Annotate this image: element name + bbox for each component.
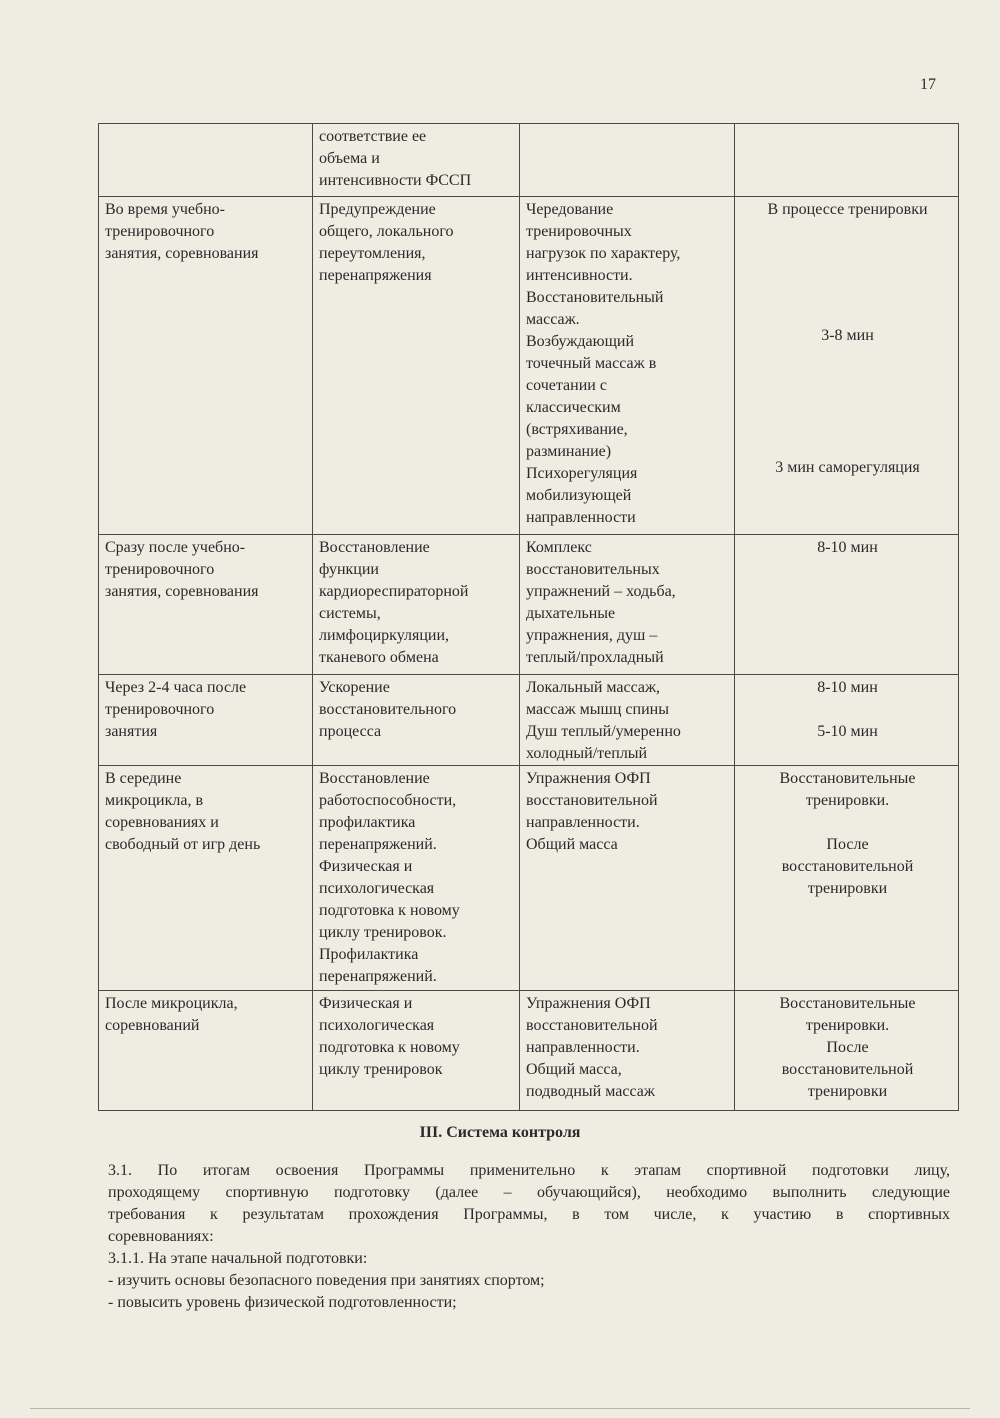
cell-text: 5-10 мин [817, 723, 878, 740]
cell-text: тренировочного [105, 561, 215, 578]
table-row [99, 991, 959, 1111]
cell-text: занятия, соревнования [105, 583, 259, 600]
cell-text: восстановительной [526, 1017, 658, 1034]
table-cell [313, 766, 520, 991]
cell-text: восстановительной [526, 792, 658, 809]
cell-text: дыхательные [526, 605, 616, 622]
table-cell [520, 124, 735, 197]
page-bottom-rule [30, 1408, 970, 1409]
table-row [99, 124, 959, 197]
cell-text: Восстановление [319, 770, 430, 787]
cell-text: подготовка к новому [319, 1039, 460, 1056]
paragraph-3-1 [108, 1160, 950, 1314]
cell-text: Восстановление [319, 539, 430, 556]
cell-text: Ускорение [319, 679, 390, 696]
cell-text: массаж мышц спины [526, 701, 669, 718]
cell-text: В процессе тренировки [767, 201, 928, 218]
table-cell [313, 197, 520, 535]
table-cell [313, 124, 520, 197]
recovery-measures-table [98, 123, 959, 1111]
cell-text: мобилизующей [526, 487, 632, 504]
cell-text: После [826, 1039, 869, 1056]
table-cell [735, 197, 959, 535]
table-row [99, 766, 959, 991]
cell-text: Чередование [526, 201, 614, 218]
cell-text: Восстановительный [526, 289, 664, 306]
cell-text: Упражнения ОФП [526, 995, 651, 1012]
cell-text: разминание) [526, 443, 612, 460]
section-title: III. Система контроля [419, 1124, 581, 1141]
table-cell [735, 766, 959, 991]
cell-text: холодный/теплый [526, 745, 648, 762]
cell-text: Предупреждение [319, 201, 436, 218]
cell-text: восстановительного [319, 701, 457, 718]
cell-text: тренировки. [805, 1017, 890, 1034]
cell-text: занятия, соревнования [105, 245, 259, 262]
cell-text: точечный массаж в [526, 355, 657, 372]
cell-text: направленности. [526, 814, 640, 831]
cell-text: Психорегуляция [526, 465, 638, 482]
cell-text: классическим [526, 399, 621, 416]
cell-text: перенапряжений. [319, 968, 437, 985]
table-cell [735, 991, 959, 1111]
cell-text: Во время учебно- [105, 201, 225, 218]
cell-text: системы, [319, 605, 381, 622]
cell-text: тренировочного [105, 701, 215, 718]
cell-text: Восстановительные [779, 770, 916, 787]
table-cell [99, 675, 313, 766]
table-cell [99, 766, 313, 991]
cell-text: восстановительных [526, 561, 660, 578]
cell-text: процесса [319, 723, 382, 740]
cell-text: Физическая и [319, 858, 413, 875]
cell-text: 3-8 мин [821, 327, 874, 344]
cell-text: объема и [319, 150, 380, 167]
cell-text: тренировки [807, 1083, 888, 1100]
cell-text: интенсивности ФССП [319, 172, 472, 189]
cell-text: Физическая и [319, 995, 413, 1012]
table-cell [99, 535, 313, 675]
cell-text: массаж. [526, 311, 580, 328]
cell-text: Сразу после учебно- [105, 539, 246, 556]
cell-text: направленности. [526, 1039, 640, 1056]
cell-text: соревнований [105, 1017, 200, 1034]
cell-text: психологическая [319, 880, 435, 897]
cell-text: профилактика [319, 814, 416, 831]
cell-text: функции [319, 561, 379, 578]
paragraph-line: требования к результатам прохождения Программы, в том числе, к участию в спортивных [108, 1206, 950, 1223]
table-cell [99, 991, 313, 1111]
table-row [99, 197, 959, 535]
table-cell [99, 124, 313, 197]
cell-text: лимфоциркуляции, [319, 627, 450, 644]
cell-text: 8-10 мин [817, 539, 878, 556]
cell-text: подготовка к новому [319, 902, 460, 919]
cell-text: перенапряжения [319, 267, 432, 284]
cell-text: теплый/прохладный [526, 649, 664, 666]
table-cell [520, 675, 735, 766]
cell-text: тренировочных [526, 223, 632, 240]
cell-text: тканевого обмена [319, 649, 439, 666]
table-cell [735, 675, 959, 766]
table-cell [735, 124, 959, 197]
table-cell [520, 197, 735, 535]
table-cell [99, 197, 313, 535]
cell-text: общего, локального [319, 223, 454, 240]
cell-text: свободный от игр день [105, 836, 261, 853]
cell-text: Через 2-4 часа после [105, 679, 247, 696]
cell-text: восстановительной [781, 1061, 914, 1078]
cell-text: Комплекс [526, 539, 592, 556]
cell-text: циклу тренировок [319, 1061, 443, 1078]
cell-text: занятия [105, 723, 158, 740]
cell-text: В середине [105, 770, 182, 787]
cell-text: Душ теплый/умеренно [526, 723, 681, 740]
cell-text: кардиореспираторной [319, 583, 469, 600]
cell-text: соответствие ее [319, 128, 427, 145]
paragraph-line: проходящему спортивную подготовку (далее – обучающийся), необходимо выполнить следующие [108, 1184, 950, 1201]
cell-text: работоспособности, [319, 792, 457, 809]
page-number: 17 [920, 76, 936, 93]
cell-text: направленности [526, 509, 636, 526]
cell-text: После микроцикла, [105, 995, 238, 1012]
cell-text: психологическая [319, 1017, 435, 1034]
cell-text: циклу тренировок. [319, 924, 447, 941]
cell-text: Упражнения ОФП [526, 770, 651, 787]
cell-text: соревнованиях и [105, 814, 219, 831]
table-row [99, 535, 959, 675]
paragraph-line: 3.1. По итогам освоения Программы применительно к этапам спортивной подготовки лицу, [108, 1162, 950, 1179]
table-cell [313, 675, 520, 766]
cell-text: упражнений – ходьба, [526, 583, 676, 600]
cell-text: восстановительной [781, 858, 914, 875]
table-cell [520, 766, 735, 991]
list-item: - изучить основы безопасного поведения при занятиях спортом; [108, 1272, 545, 1289]
table-cell [520, 535, 735, 675]
list-item: - повысить уровень физической подготовленности; [108, 1294, 457, 1311]
table-cell [735, 535, 959, 675]
cell-text: тренировки [807, 880, 888, 897]
cell-text: 8-10 мин [817, 679, 878, 696]
cell-text: подводный массаж [526, 1083, 655, 1100]
cell-text: Локальный массаж, [526, 679, 661, 696]
table-cell [520, 991, 735, 1111]
cell-text: После [826, 836, 869, 853]
cell-text: переутомления, [319, 245, 426, 262]
table-row [99, 675, 959, 766]
cell-text: интенсивности. [526, 267, 633, 284]
cell-text: 3 мин саморегуляция [775, 459, 920, 476]
cell-text: Восстановительные [779, 995, 916, 1012]
cell-text: (встряхивание, [526, 421, 628, 438]
table-cell [313, 991, 520, 1111]
cell-text: Общий масса, [526, 1061, 622, 1078]
cell-text: тренировки. [805, 792, 890, 809]
cell-text: Возбуждающий [526, 333, 635, 350]
cell-text: микроцикла, в [105, 792, 203, 809]
cell-text: Общий масса [526, 836, 618, 853]
table-cell [313, 535, 520, 675]
cell-text: упражнения, душ – [526, 627, 658, 644]
cell-text: сочетании с [526, 377, 607, 394]
cell-text: перенапряжений. [319, 836, 437, 853]
cell-text: тренировочного [105, 223, 215, 240]
subsection-3-1-1: 3.1.1. На этапе начальной подготовки: [108, 1250, 368, 1267]
cell-text: нагрузок по характеру, [526, 245, 681, 262]
cell-text: Профилактика [319, 946, 419, 963]
paragraph-line: соревнованиях: [108, 1228, 214, 1245]
